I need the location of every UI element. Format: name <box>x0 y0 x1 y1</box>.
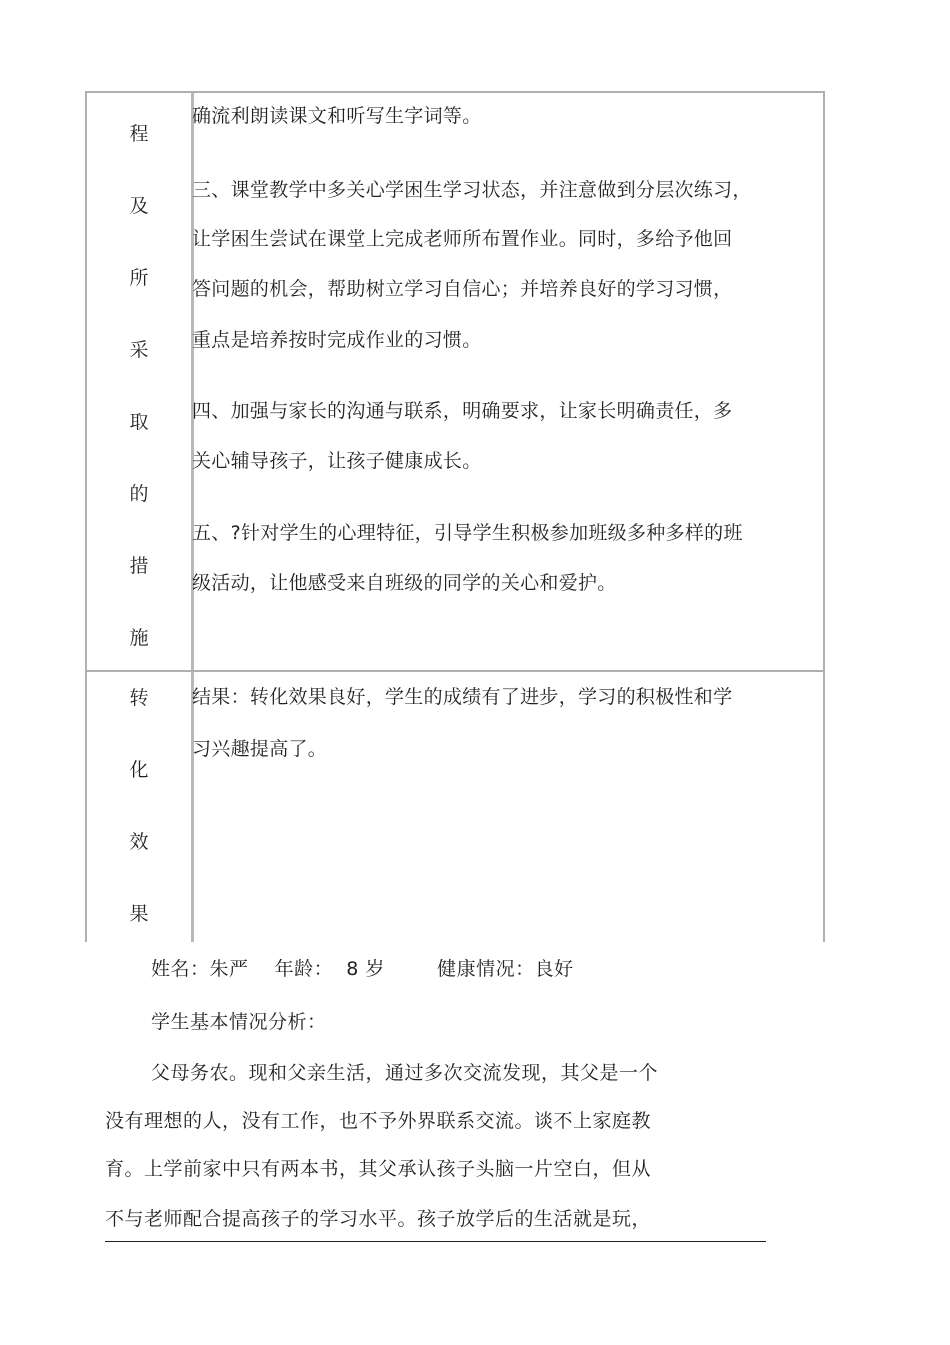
measures-table <box>85 91 825 942</box>
column-divider <box>191 93 194 942</box>
measures-text-line: 级活动，让他感受来自班级的同学的关心和爱护。 <box>192 572 617 594</box>
measures-text-line: 关心辅导孩子，让孩子健康成长。 <box>192 450 482 472</box>
measures-text-line: 重点是培养按时完成作业的习惯。 <box>192 329 482 351</box>
result-text-line: 结果：转化效果良好，学生的成绩有了进步，学习的积极性和学 <box>192 686 733 708</box>
analysis-heading: 学生基本情况分析： <box>151 1011 327 1033</box>
measures-text-line: 让学困生尝试在课堂上完成老师所布置作业。同时，多给予他回 <box>192 228 733 250</box>
measures-text-line: 确流利朗读课文和听写生字词等。 <box>192 105 482 127</box>
row1-label-char: 及 <box>129 195 149 217</box>
row1-label-char: 采 <box>129 339 149 361</box>
result-text-line: 习兴趣提高了。 <box>192 738 328 760</box>
row1-label-char: 施 <box>129 627 149 649</box>
row2-label-char: 化 <box>129 759 149 781</box>
bottom-rule <box>105 1241 766 1242</box>
row-divider <box>87 670 823 672</box>
row2-label-char: 效 <box>129 831 149 853</box>
paragraph-line: 父母务农。现和父亲生活，通过多次交流发现，其父是一个 <box>151 1062 659 1084</box>
paragraph-line: 育。上学前家中只有两本书，其父承认孩子头脑一片空白，但从 <box>105 1158 652 1180</box>
measures-text-line: 三、课堂教学中多关心学困生学习状态，并注意做到分层次练习， <box>192 179 752 201</box>
paragraph-line: 不与老师配合提高孩子的学习水平。孩子放学后的生活就是玩， <box>105 1208 652 1230</box>
row1-label-char: 所 <box>129 267 149 289</box>
row2-label-char: 果 <box>129 903 149 925</box>
measures-text-line: 四、加强与家长的沟通与联系，明确要求，让家长明确责任，多 <box>192 400 733 422</box>
measures-text-line: 答问题的机会，帮助树立学习自信心；并培养良好的学习习惯， <box>192 278 733 300</box>
measures-text-line: 五、?针对学生的心理特征，引导学生积极参加班级多种多样的班 <box>192 522 743 544</box>
row2-label-char: 转 <box>129 687 149 709</box>
paragraph-line: 没有理想的人，没有工作，也不予外界联系交流。谈不上家庭教 <box>105 1110 652 1132</box>
row1-label-char: 措 <box>129 555 149 577</box>
student-info-line: 姓名：朱严 年龄： 8 岁 健康情况：良好 <box>151 958 574 980</box>
row1-label-char: 取 <box>129 411 149 433</box>
row1-label-char: 的 <box>129 483 149 505</box>
row1-label-char: 程 <box>129 123 149 145</box>
